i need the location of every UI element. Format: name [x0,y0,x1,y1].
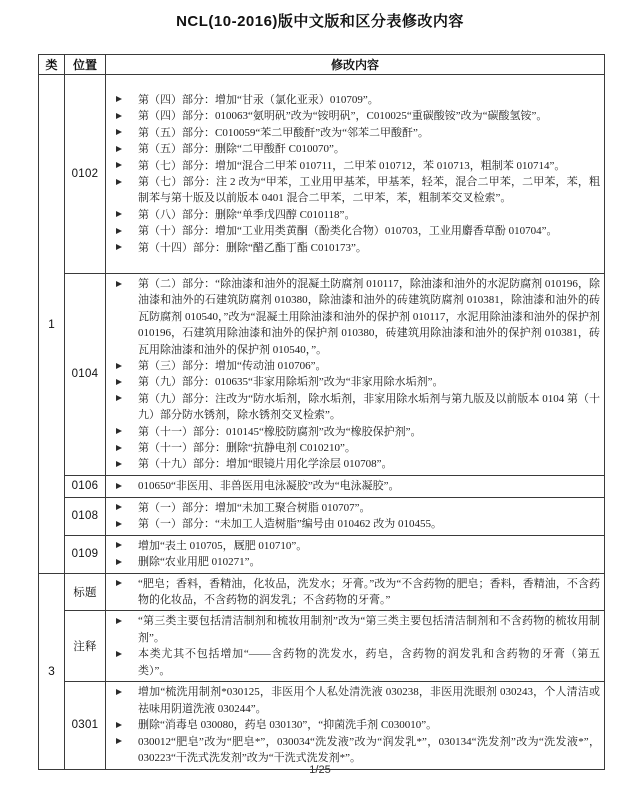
arrow-bullet-icon [116,211,122,217]
page-title: NCL(10-2016)版中文版和区分表修改内容 [176,13,464,30]
content-cell [106,573,605,611]
change-item [108,538,600,554]
change-item [108,717,600,733]
change-item-text: 第（九）部分：注改为“防水垢剂，除水垢剂，非家用除水垢剂与第九版及以前版本 0104 第（十九）部分防水锈剂，除水锈剂交叉检索”。 [138,392,600,422]
arrow-bullet-icon [116,129,122,135]
position-cell: 0109 [65,535,106,573]
change-item-text: 增加“梳洗用制剂*030125，非医用个人私处清洗液 030238，非医用洗眼剂 030243，个人清洁或祛味用阴道洗液 030244”。 [138,686,600,715]
content-cell [106,475,605,497]
change-item [108,456,600,472]
content-cell [106,611,605,682]
content-cell [106,681,605,769]
arrow-bullet-icon [116,428,122,434]
change-item [108,92,600,108]
arrow-bullet-icon [116,580,122,586]
change-item-text: 第（十一）部分：010145“橡胶防腐剂”改为“橡胶保护剂”。 [138,425,422,438]
arrow-bullet-icon [116,504,122,510]
page-number: 1/25 [309,764,331,776]
change-item-text: 第（五）部分：删除“二甲酸酐 C010070”。 [138,143,345,156]
header-class: 类 [39,55,65,75]
change-item-text: 第（九）部分：010635“非家用除垢剂”改为“非家用除水垢剂”。 [138,376,444,389]
arrow-bullet-icon [116,244,122,250]
change-item [108,158,600,174]
change-list [108,576,600,609]
change-item [108,240,600,256]
change-item-text: 第（四）部分：增加“甘汞（氯化亚汞）010709”。 [138,93,379,106]
change-item [108,125,600,141]
change-item-text: 030012“肥皂”改为“肥皂*”，030034“洗发液”改为“润发乳*”，030134“洗发剂”改为“洗发液*”，030223“干洗式洗发剂”改为“干洗式洗发剂*”。 [138,735,600,765]
change-item [108,223,600,239]
table-row [39,535,605,573]
change-item-text: “肥皂；香料，香精油，化妆品，洗发水；牙膏。”改为“不含药物的肥皂；香料，香精油，不含药物的化妆品，不含药物的润发乳；不含药物的牙膏。” [138,577,600,606]
table-row [39,497,605,535]
arrow-bullet-icon [116,162,122,168]
table-row [39,475,605,497]
position-cell: 0104 [65,274,106,476]
change-item [108,684,600,717]
change-item [108,141,600,157]
arrow-bullet-icon [116,651,122,657]
change-item-text: 增加“表土 010705，厩肥 010710”。 [138,539,308,552]
change-item-text: “第三类主要包括清洁制剂和梳妆用制剂”改为“第三类主要包括清洁制剂和不含药物的梳妆用制剂”。 [138,615,600,644]
content-cell [106,497,605,535]
change-item-text: 010650“非医用、非兽医用电泳凝胶”改为“电泳凝胶”。 [138,480,400,493]
change-item-text: 第（一）部分：增加“未加工聚合树脂 010707”。 [138,501,371,514]
change-item [108,613,600,646]
change-item [108,108,600,124]
change-item [108,174,600,207]
change-item-text: 第（四）部分：010063“氨明矾”改为“铵明矾”，C010025“重碳酸铵”改为“碳酸氢铵”。 [138,110,548,123]
table-row [39,611,605,682]
change-list [108,92,600,256]
change-item-text: 第（十九）部分：增加“眼镜片用化学涂层 010708”。 [138,458,393,471]
position-cell: 0106 [65,475,106,497]
position-cell: 注释 [65,611,106,682]
change-list [108,684,600,766]
change-list [108,613,600,679]
change-item [108,576,600,609]
change-item [108,478,600,494]
change-item-text: 第（十）部分：增加“工业用类黄酮（酚类化合物）010703，工业用麝香草酚 010704”。 [138,225,558,238]
arrow-bullet-icon [116,559,122,565]
change-item-text: 第（三）部分：增加“传动油 010706”。 [138,360,327,373]
arrow-bullet-icon [116,542,122,548]
change-item-text: 本类尤其不包括增加“——含药物的洗发水，药皂，含药物的润发乳和含药物的牙膏（第五类）”。 [138,648,600,677]
class-cell: 1 [39,75,65,574]
content-cell [106,535,605,573]
change-list [108,276,600,473]
arrow-bullet-icon [116,281,122,287]
change-item [108,207,600,223]
arrow-bullet-icon [116,113,122,119]
table-row [39,573,605,611]
change-item [108,374,600,390]
table-row [39,681,605,769]
change-item-text: 第（十四）部分：删除“醋乙酯丁酯 C010173”。 [138,241,367,254]
change-item [108,500,600,516]
arrow-bullet-icon [116,521,122,527]
change-list [108,538,600,571]
change-item [108,276,600,358]
header-position: 位置 [65,55,106,75]
arrow-bullet-icon [116,379,122,385]
header-content: 修改内容 [106,55,605,75]
position-cell: 0102 [65,75,106,274]
change-item-text: 第（八）部分：删除“单季戊四醇 C010118”。 [138,208,356,221]
change-item-text: 第（七）部分：注 2 改为“甲苯，工业用甲基苯，甲基苯，轻苯，混合二甲苯，二甲苯，苯，粗制苯与第十版及以前版本 0401 混合二甲苯，二甲苯，苯，粗制苯交叉检索”。 [138,176,600,205]
modification-table-container [38,54,605,770]
modification-table [38,54,605,770]
change-item [108,391,600,424]
arrow-bullet-icon [116,689,122,695]
table-row [39,274,605,476]
position-cell: 标题 [65,573,106,611]
change-item-text: 第（二）部分：“除油漆和油外的混凝土防腐剂 010117，除油漆和油外的水泥防腐剂 010196，除油漆和油外的石建筑防腐剂 010380，除油漆和油外的砖建筑防腐剂 010381，除油漆和油外的砖瓦防腐剂 010540，”改为“混凝土用除油漆和油外的保护剂 010117，水泥用除油漆和油外的保护剂 010196，石建筑用除油漆和油外的保护剂 010380，砖建筑用除油漆和油外的保护剂 010381，砖瓦用除油漆和油外的保护剂 010540，”。 [138,278,600,356]
change-item [108,646,600,679]
change-item [108,440,600,456]
arrow-bullet-icon [116,738,122,744]
change-item-text: 第（十一）部分：删除“抗静电剂 C010210”。 [138,442,356,455]
change-item-text: 第（一）部分：“未加工人造树脂”编号由 010462 改为 010455。 [138,518,443,531]
change-item [108,554,600,570]
arrow-bullet-icon [116,483,122,489]
arrow-bullet-icon [116,461,122,467]
table-row [39,75,605,274]
change-item [108,358,600,374]
arrow-bullet-icon [116,363,122,369]
change-list [108,478,600,494]
change-item [108,516,600,532]
content-cell [106,75,605,274]
arrow-bullet-icon [116,228,122,234]
change-item [108,424,600,440]
arrow-bullet-icon [116,618,122,624]
arrow-bullet-icon [116,96,122,102]
arrow-bullet-icon [116,722,122,728]
class-cell: 3 [39,573,65,769]
change-item-text: 删除“消毒皂 030080，药皂 030130”，“抑菌洗手剂 C030010”。 [138,719,438,732]
table-header-row [39,55,605,75]
arrow-bullet-icon [116,395,122,401]
position-cell: 0108 [65,497,106,535]
arrow-bullet-icon [116,146,122,152]
change-item [108,734,600,767]
change-item-text: 删除“农业用肥 010271”。 [138,556,261,569]
change-item-text: 第（五）部分：C010059“苯二甲酸酐”改为“邻苯二甲酸酐”。 [138,126,429,139]
arrow-bullet-icon [116,445,122,451]
change-item-text: 第（七）部分：增加“混合二甲苯 010711，二甲苯 010712，苯 010713，粗制苯 010714”。 [138,159,566,172]
change-list [108,500,600,533]
position-cell: 0301 [65,681,106,769]
arrow-bullet-icon [116,179,122,185]
content-cell [106,274,605,476]
